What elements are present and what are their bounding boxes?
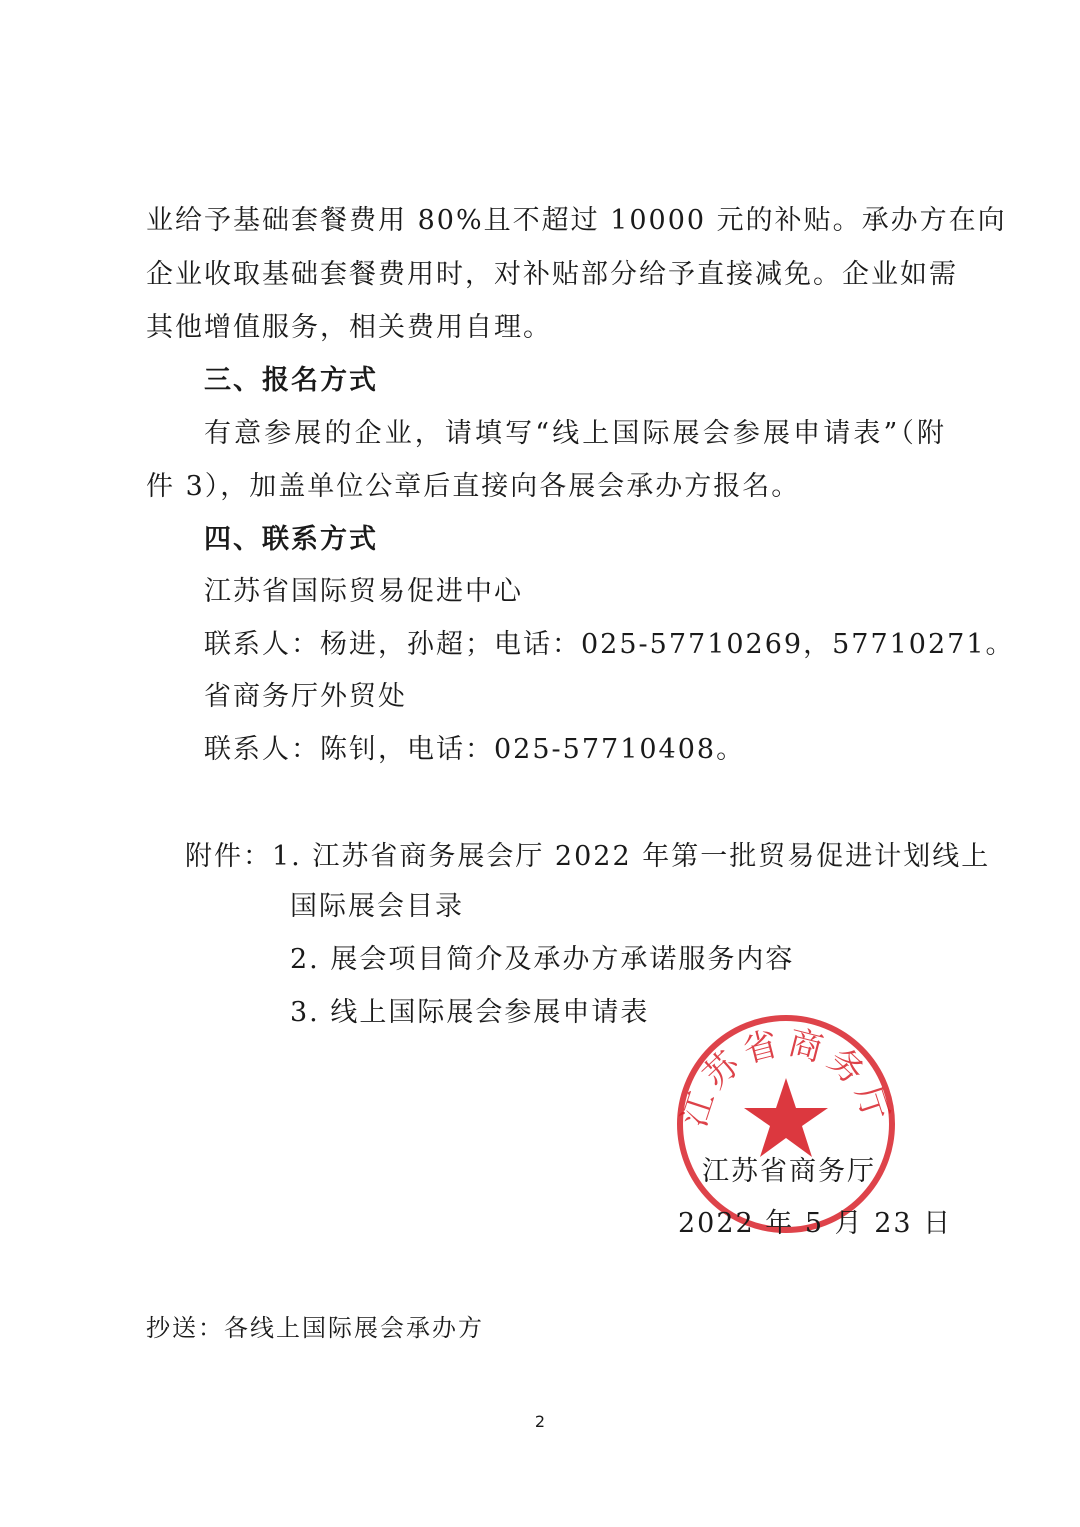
paragraph-line: 企业收取基础套餐费用时，对补贴部分给予直接减免。企业如需 bbox=[146, 259, 958, 290]
issuer-name: 江苏省商务厅 bbox=[702, 1156, 876, 1187]
paragraph-line: 其他增值服务，相关费用自理。 bbox=[146, 312, 552, 343]
issue-date: 2022 年 5 月 23 日 bbox=[678, 1208, 953, 1239]
contact-organization: 江苏省国际贸易促进中心 bbox=[204, 576, 523, 607]
attachment-item: 附件：1. 江苏省商务展会厅 2022 年第一批贸易促进计划线上 bbox=[185, 841, 991, 872]
contact-organization: 省商务厅外贸处 bbox=[204, 681, 407, 712]
paragraph-line: 业给予基础套餐费用 80%且不超过 10000 元的补贴。承办方在向 bbox=[146, 205, 1007, 236]
official-seal bbox=[672, 1010, 900, 1238]
attachment-item-continued: 国际展会目录 bbox=[290, 891, 464, 922]
section-heading: 四、联系方式 bbox=[204, 524, 378, 555]
paragraph-line: 件 3），加盖单位公章后直接向各展会承办方报名。 bbox=[146, 471, 801, 502]
paragraph-line: 有意参展的企业，请填写“线上国际展会参展申请表”（附 bbox=[204, 418, 946, 449]
star-icon bbox=[744, 1078, 828, 1157]
attachment-item: 2. 展会项目简介及承办方承诺服务内容 bbox=[290, 944, 795, 975]
attachment-item: 3. 线上国际展会参展申请表 bbox=[290, 997, 650, 1028]
section-heading: 三、报名方式 bbox=[204, 365, 378, 396]
page-number: 2 bbox=[534, 1412, 546, 1431]
svg-text:江苏省商务厅: 江苏省商务厅 bbox=[674, 1022, 898, 1132]
cc-line: 抄送：各线上国际展会承办方 bbox=[146, 1314, 484, 1342]
contact-details: 联系人：杨进，孙超；电话：025-57710269，57710271。 bbox=[204, 629, 1015, 660]
contact-details: 联系人：陈钊，电话：025-57710408。 bbox=[204, 734, 746, 765]
